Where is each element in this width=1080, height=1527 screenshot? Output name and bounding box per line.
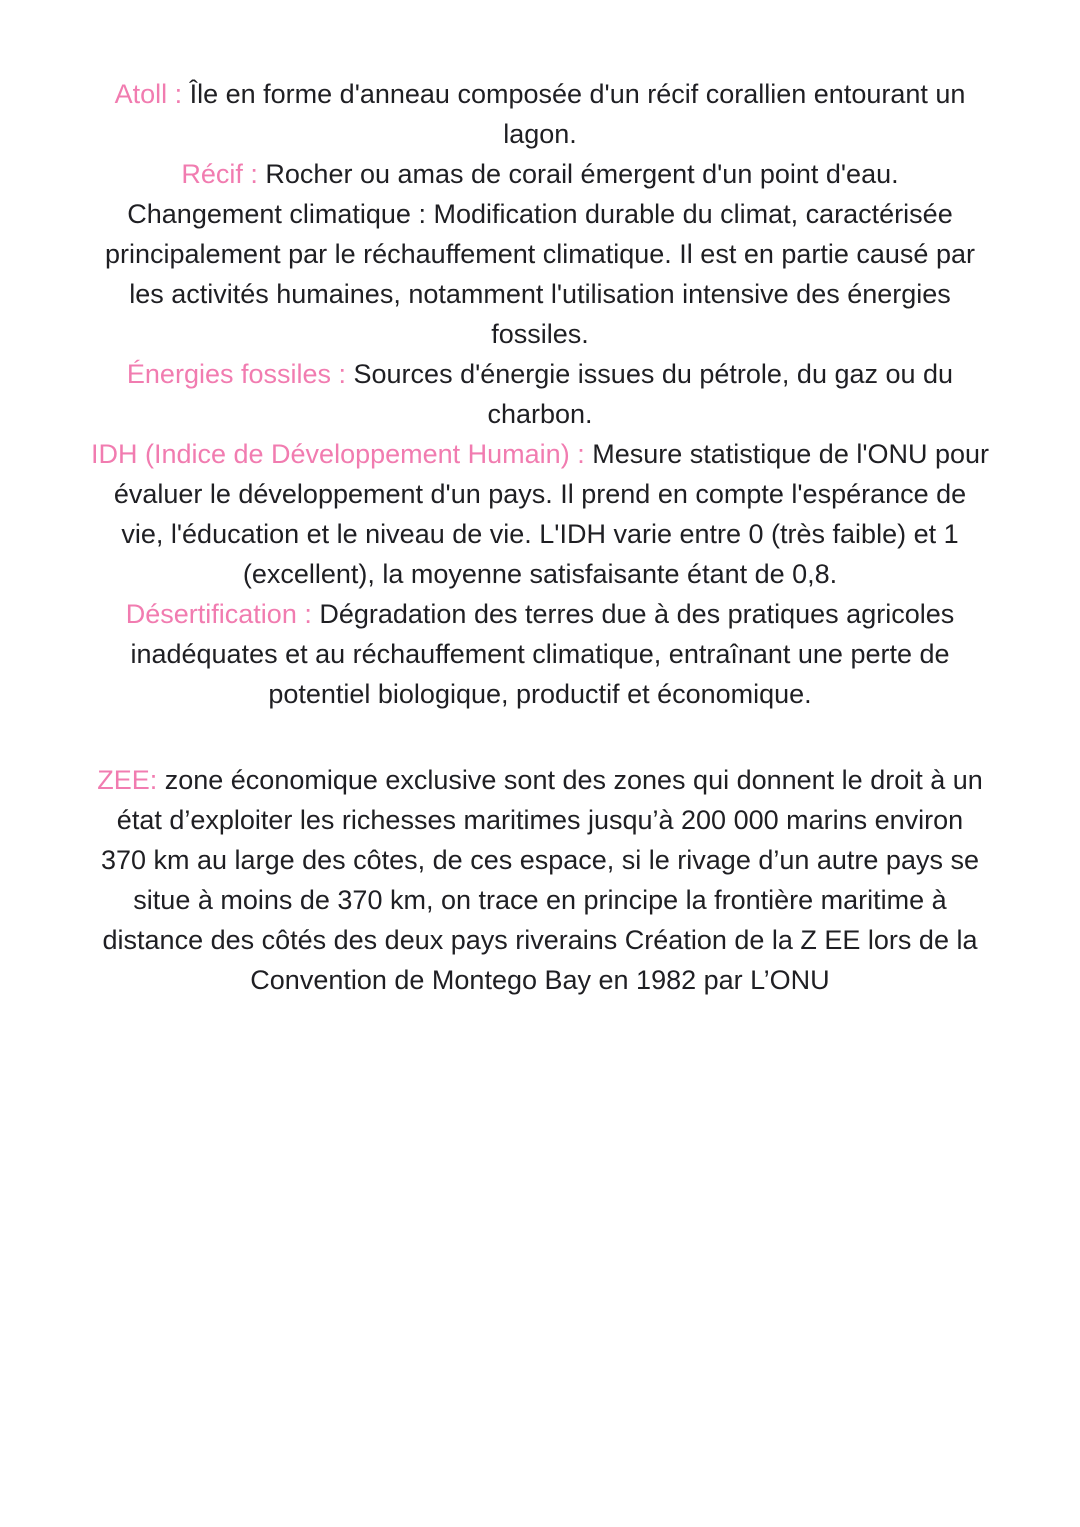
text-line: situe à moins de 370 km, on trace en principe la frontière maritime à <box>133 885 947 915</box>
term-label: Énergies fossiles : <box>126 359 347 389</box>
text-line: inadéquates et au réchauffement climatique, entraînant une perte de <box>130 639 950 669</box>
term-label: Désertification : <box>125 599 312 629</box>
glossary-entry-atoll <box>6 74 1074 154</box>
text-line: vie, l'éducation et le niveau de vie. L'IDH varie entre 0 (très faible) et 1 <box>121 519 959 549</box>
glossary-entry-desertification <box>6 594 1074 714</box>
definition-text: Île en forme d'anneau composée d'un récif corallien entourant un <box>182 79 966 109</box>
text-line: évaluer le développement d'un pays. Il prend en compte l'espérance de <box>113 479 967 509</box>
text-line <box>6 594 1074 634</box>
text-line: les activités humaines, notamment l'utilisation intensive des énergies <box>129 279 951 309</box>
text-line: principalement par le réchauffement climatique. Il est en partie causé par <box>105 239 975 269</box>
glossary-entry-idh <box>6 434 1074 594</box>
term-label: IDH (Indice de Développement Humain) : <box>90 439 585 469</box>
text-line: état d’exploiter les richesses maritimes jusqu’à 200 000 marins environ <box>116 805 964 835</box>
glossary-entry-zee <box>6 760 1074 1000</box>
glossary-entry-energies-fossiles <box>6 354 1074 434</box>
term-label: Changement climatique : <box>127 199 426 229</box>
definition-text: Sources d'énergie issues du pétrole, du gaz ou du <box>346 359 954 389</box>
definition-text: zone économique exclusive sont des zones qui donnent le droit à un <box>157 765 983 795</box>
definition-text: Mesure statistique de l'ONU pour <box>584 439 990 469</box>
text-line <box>6 434 1074 474</box>
text-line <box>6 354 1074 394</box>
term-label: Récif : <box>181 159 258 189</box>
text-line: charbon. <box>487 399 593 429</box>
text-line: distance des côtés des deux pays riverains Création de la Z EE lors de la <box>102 925 978 955</box>
term-label: Atoll : <box>114 79 183 109</box>
text-line: Convention de Montego Bay en 1982 par L’ONU <box>250 965 830 995</box>
text-line <box>6 194 1074 234</box>
text-line: 370 km au large des côtes, de ces espace, si le rivage d’un autre pays se <box>100 845 979 875</box>
text-line <box>6 760 1074 800</box>
text-line: lagon. <box>503 119 577 149</box>
definition-text: Rocher ou amas de corail émergent d'un point d'eau. <box>257 159 899 189</box>
term-label: ZEE: <box>97 765 158 795</box>
text-line <box>6 154 1074 194</box>
definition-text: Dégradation des terres due à des pratiques agricoles <box>311 599 955 629</box>
text-line: (excellent), la moyenne satisfaisante étant de 0,8. <box>242 559 838 589</box>
text-line <box>6 74 1074 114</box>
definition-text: Modification durable du climat, caractérisée <box>425 199 953 229</box>
text-line: fossiles. <box>491 319 589 349</box>
text-line: potentiel biologique, productif et économique. <box>268 679 812 709</box>
glossary-entry-changement-climatique <box>6 194 1074 354</box>
glossary-entry-recif <box>6 154 1074 194</box>
